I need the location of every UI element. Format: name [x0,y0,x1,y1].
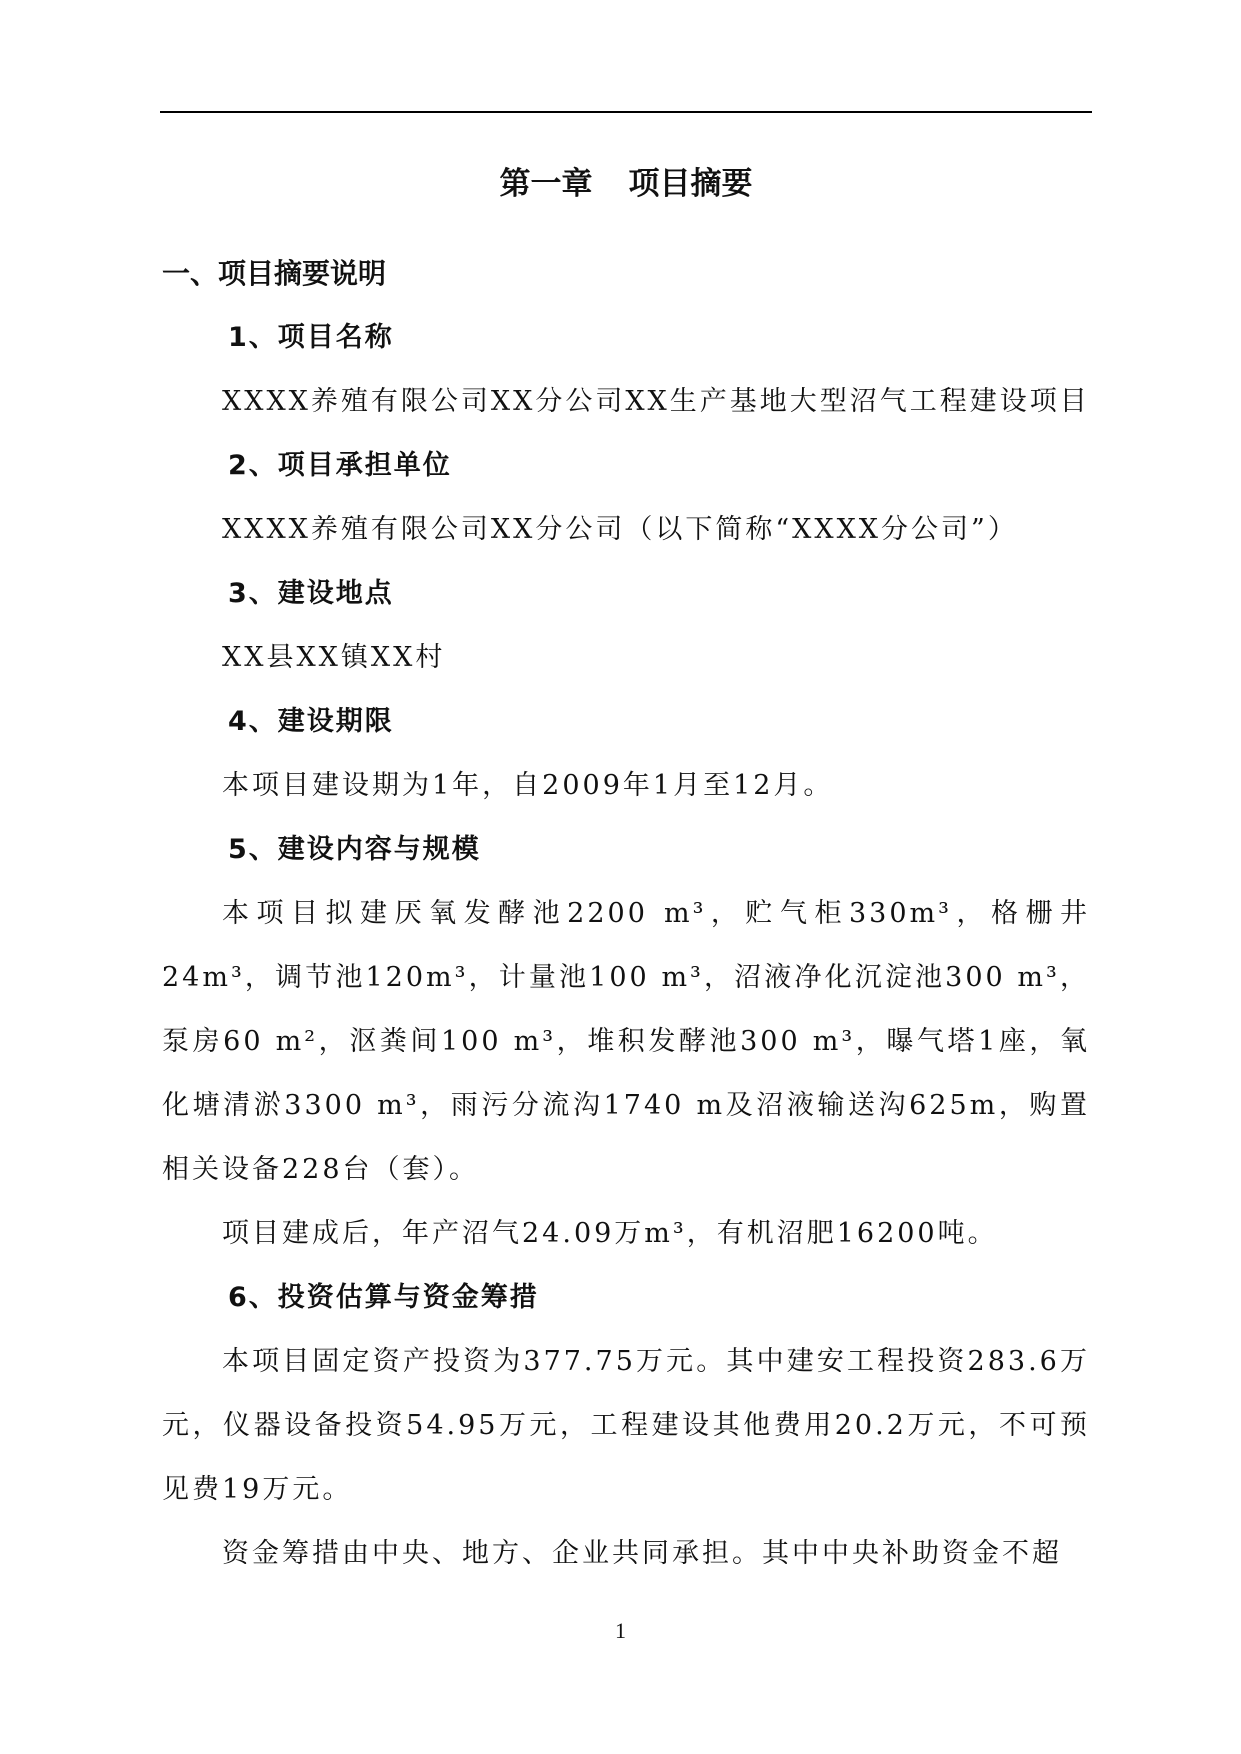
item-heading-content-scale: 5、建设内容与规模 [228,834,481,865]
item-heading-project-name: 1、项目名称 [228,322,394,353]
header-rule [160,111,1092,113]
item-heading-period: 4、建设期限 [228,706,394,737]
section-heading: 一、项目摘要说明 [162,257,387,290]
location-text: XX县XX镇XX村 [222,642,446,673]
chapter-number: 第一章 [499,166,593,202]
output-text: 项目建成后，年产沼气24.09万m³，有机沼肥16200吨。 [222,1218,998,1249]
funding-text: 资金筹措由中央、地方、企业共同承担。其中中央补助资金不超 [222,1538,1062,1569]
item-heading-undertaking-unit: 2、项目承担单位 [228,450,452,481]
content-scale-text: 本项目拟建厌氧发酵池2200 m³，贮气柜330m³，格栅井24m³，调节池120m³，计量池100 m³，沼液净化沉淀池300 m³，泵房60 m²，沤粪间100 m³，堆积发酵池300 m³，曝气塔1座，氧化塘清淤3300 m³，雨污分流沟1740 m及沼液输送沟625m，购置相关设备228台（套）。 [162,898,1090,1185]
document-page [162,152,1090,1586]
item-heading-investment: 6、投资估算与资金筹措 [228,1282,539,1313]
investment-text: 本项目固定资产投资为377.75万元。其中建安工程投资283.6万元，仪器设备投资54.95万元，工程建设其他费用20.2万元，不可预见费19万元。 [162,1346,1090,1505]
period-text: 本项目建设期为1年，自2009年1月至12月。 [222,770,834,801]
item-heading-location: 3、建设地点 [228,578,394,609]
chapter-title [162,152,1090,216]
chapter-name: 项目摘要 [628,166,753,202]
project-name-text: XXXX养殖有限公司XX分公司XX生产基地大型沼气工程建设项目 [222,386,1090,417]
page-number: 1 [615,1618,626,1643]
undertaking-unit-text: XXXX养殖有限公司XX分公司（以下简称“XXXX分公司”） [222,514,1018,545]
